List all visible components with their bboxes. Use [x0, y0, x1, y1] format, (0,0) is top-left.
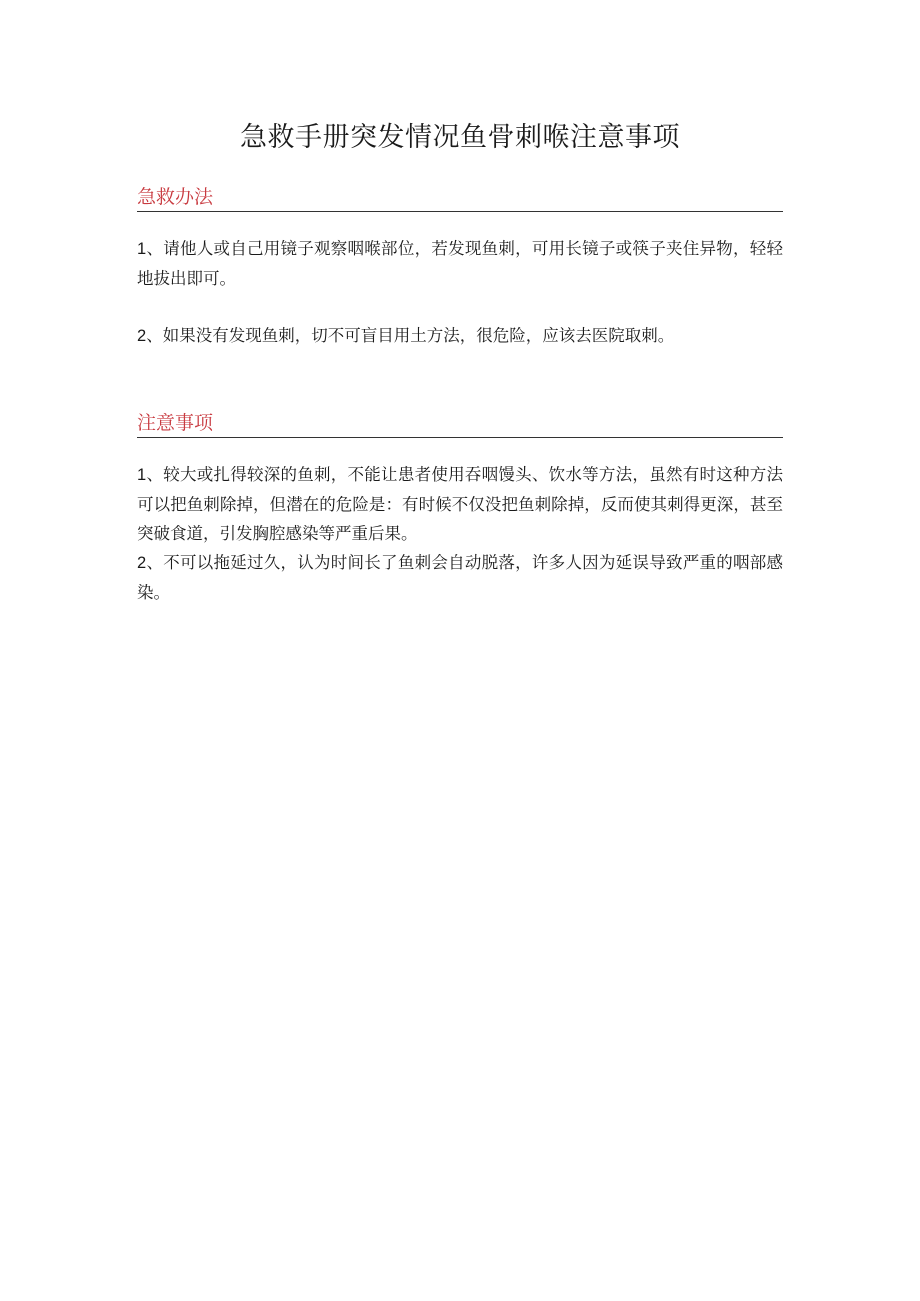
item-text: 、不可以拖延过久，认为时间长了鱼刺会自动脱落，许多人因为延误导致严重的咽部感染。: [137, 553, 783, 602]
precaution-item-1: [137, 460, 783, 548]
item-number: 1: [137, 240, 147, 258]
item-text: 、较大或扎得较深的鱼刺，不能让患者使用吞咽馒头、饮水等方法，虽然有时这种方法可以把鱼刺除掉，但潜在的危险是：有时候不仅没把鱼刺除掉，反而使其刺得更深，甚至突破食道，引发胸腔感染等严重后果。: [137, 465, 783, 543]
item-number: 2: [137, 554, 147, 572]
first-aid-item-1: [137, 234, 783, 293]
document-title: 急救手册突发情况鱼骨刺喉注意事项: [240, 122, 680, 153]
section-precautions: [137, 409, 783, 607]
item-number: 1: [137, 466, 147, 484]
item-number: 2: [137, 327, 147, 345]
precaution-item-2: [137, 548, 783, 607]
first-aid-item-2: [137, 321, 783, 351]
section-heading-first-aid: 急救办法: [137, 183, 783, 212]
item-text: 、如果没有发现鱼刺，切不可盲目用土方法，很危险，应该去医院取刺。: [146, 326, 675, 345]
section-heading-precautions: 注意事项: [137, 409, 783, 438]
item-text: 、请他人或自己用镜子观察咽喉部位，若发现鱼刺，可用长镜子或筷子夹住异物，轻轻地拔出即可。: [137, 239, 783, 288]
section-first-aid: [137, 183, 783, 351]
